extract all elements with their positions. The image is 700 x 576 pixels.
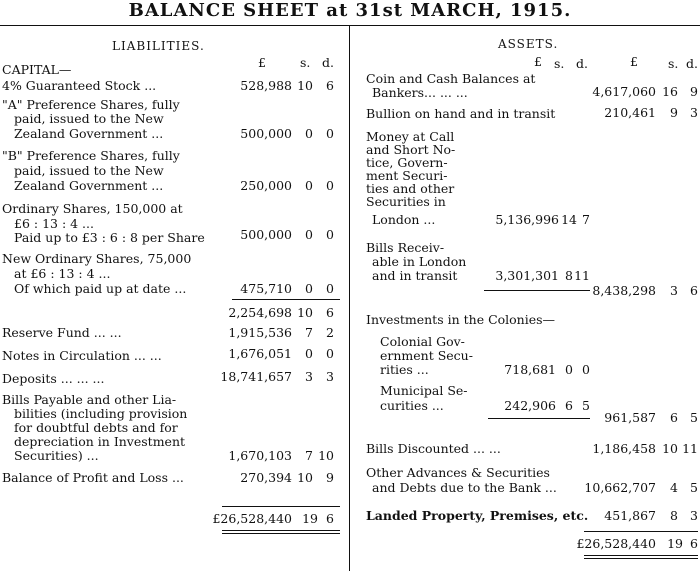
bullion-s: 9 [670, 105, 678, 120]
new-ordinary-d: 0 [326, 281, 334, 296]
profit-loss-s: 10 [297, 470, 313, 485]
investments-heading: Investments in the Colonies— [366, 312, 556, 327]
col-shillings-header: s. [300, 55, 311, 70]
reserve-fund-amount: 1,915,536 [228, 325, 292, 340]
bills-receivable-s: 8 [565, 268, 573, 283]
colonial-d: 0 [582, 362, 590, 377]
guaranteed-stock-d: 6 [326, 78, 334, 93]
landed-property-amount: 451,867 [604, 508, 656, 523]
liabilities-total-double-rule-2 [222, 533, 340, 534]
liabilities-total-rule [222, 506, 340, 507]
top-rule [0, 25, 700, 26]
assets-col-s-right: s. [668, 56, 679, 71]
money-call-line-3: tice, Govern- [366, 155, 448, 170]
notes-circulation-s: 0 [305, 346, 313, 361]
capital-total-s: 10 [297, 305, 313, 320]
assets-total-amount: £26,528,440 [576, 536, 656, 551]
b-preference-label-1: "B" Preference Shares, fully [2, 148, 180, 163]
assets-col-pound-right: £ [630, 54, 638, 69]
notes-circulation-d: 0 [326, 346, 334, 361]
bullion-d: 3 [690, 105, 698, 120]
other-advances-s: 4 [670, 480, 678, 495]
new-ordinary-label-2: at £6 : 13 : 4 ... [14, 266, 111, 281]
municipal-line-2: curities ... [380, 398, 444, 413]
assets-total-d: 6 [690, 536, 698, 551]
bills-discounted-s: 10 [662, 441, 678, 456]
colonies-total-amount: 961,587 [604, 410, 656, 425]
notes-circulation-label: Notes in Circulation ... ... [2, 348, 162, 363]
profit-loss-label: Balance of Profit and Loss ... [2, 470, 184, 485]
coin-cash-label-2: Bankers... ... ... [372, 85, 468, 100]
bills-payable-label-3: for doubtful debts and for [14, 420, 178, 435]
london-total-s: 3 [670, 283, 678, 298]
money-call-line-4: ment Securi- [366, 168, 448, 183]
bullion-label: Bullion on hand and in transit [366, 106, 556, 121]
b-preference-d: 0 [326, 178, 334, 193]
new-ordinary-s: 0 [305, 281, 313, 296]
profit-loss-amount: 270,394 [240, 470, 292, 485]
reserve-fund-d: 2 [326, 325, 334, 340]
assets-total-s: 19 [667, 536, 683, 551]
money-call-line-7: London ... [372, 212, 436, 227]
other-advances-label-1: Other Advances & Securities [366, 465, 550, 480]
liabilities-total-d: 6 [326, 511, 334, 526]
landed-property-s: 8 [670, 508, 678, 523]
capital-subtotal-rule [232, 299, 340, 300]
bills-payable-label-4: depreciation in Investment [14, 434, 186, 449]
money-call-line-5: ties and other [366, 181, 455, 196]
bills-payable-label-5: Securities) ... [14, 448, 99, 463]
capital-heading: CAPITAL— [2, 62, 72, 77]
ordinary-shares-amount: 500,000 [240, 227, 292, 242]
reserve-fund-s: 7 [305, 325, 313, 340]
colonial-s: 0 [565, 362, 573, 377]
assets-total-double-rule-2 [584, 558, 698, 559]
bills-receivable-line-1: Bills Receiv- [366, 240, 445, 255]
municipal-d: 5 [582, 398, 590, 413]
deposits-d: 3 [326, 369, 334, 384]
assets-col-pound-left: £ [534, 54, 542, 69]
page-title: BALANCE SHEET at 31st MARCH, 1915. [128, 0, 572, 21]
b-preference-label-2: paid, issued to the New [14, 163, 164, 178]
ordinary-shares-s: 0 [305, 227, 313, 242]
bullion-amount: 210,461 [604, 105, 656, 120]
colonies-total-d: 5 [690, 410, 698, 425]
guaranteed-stock-label: 4% Guaranteed Stock ... [2, 78, 157, 93]
london-subtotal-rule [484, 290, 590, 291]
ordinary-shares-label-3: Paid up to £3 : 6 : 8 per Share [14, 230, 205, 245]
liabilities-heading: LIABILITIES. [112, 39, 205, 53]
a-preference-label-1: "A" Preference Shares, fully [2, 97, 180, 112]
money-call-line-2: and Short No- [366, 142, 456, 157]
ordinary-shares-label-2: £6 : 13 : 4 ... [14, 216, 94, 231]
bills-payable-s: 7 [305, 448, 313, 463]
municipal-amount: 242,906 [504, 398, 556, 413]
bills-discounted-amount: 1,186,458 [592, 441, 656, 456]
bills-receivable-line-2: able in London [372, 254, 467, 269]
col-pound-header: £ [258, 55, 266, 70]
money-call-d: 7 [582, 212, 590, 227]
liabilities-total-s: 19 [302, 511, 318, 526]
b-preference-label-3: Zealand Government ... [14, 178, 164, 193]
bills-payable-label-1: Bills Payable and other Lia- [2, 392, 177, 407]
money-call-line-6: Securities in [366, 194, 446, 209]
coin-cash-s: 16 [662, 84, 678, 99]
municipal-s: 6 [565, 398, 573, 413]
colonies-total-s: 6 [670, 410, 678, 425]
capital-total-d: 6 [326, 305, 334, 320]
assets-total-double-rule-1 [584, 555, 698, 556]
colonies-subtotal-rule [488, 418, 590, 419]
coin-cash-d: 9 [690, 84, 698, 99]
profit-loss-d: 9 [326, 470, 334, 485]
a-preference-d: 0 [326, 126, 334, 141]
notes-circulation-amount: 1,676,051 [228, 346, 292, 361]
coin-cash-label-1: Coin and Cash Balances at [366, 71, 536, 86]
london-total-amount: 8,438,298 [592, 283, 656, 298]
colonial-amount: 718,681 [504, 362, 556, 377]
guaranteed-stock-s: 10 [297, 78, 313, 93]
liabilities-total-amount: £26,528,440 [212, 511, 292, 526]
guaranteed-stock-amount: 528,988 [240, 78, 292, 93]
colonial-line-1: Colonial Gov- [380, 334, 465, 349]
london-total-d: 6 [690, 283, 698, 298]
a-preference-s: 0 [305, 126, 313, 141]
ordinary-shares-d: 0 [326, 227, 334, 242]
money-call-s: 14 [561, 212, 577, 227]
other-advances-d: 5 [690, 480, 698, 495]
a-preference-label-3: Zealand Government ... [14, 126, 164, 141]
b-preference-amount: 250,000 [240, 178, 292, 193]
new-ordinary-label-1: New Ordinary Shares, 75,000 [2, 251, 192, 266]
assets-col-d-right: d. [686, 56, 698, 71]
ordinary-shares-label-1: Ordinary Shares, 150,000 at [2, 201, 183, 216]
bills-receivable-line-3: and in transit [372, 268, 458, 283]
center-divider [349, 26, 350, 571]
bills-payable-label-2: bilities (including provision [14, 406, 188, 421]
deposits-label: Deposits ... ... ... [2, 371, 105, 386]
bills-discounted-label: Bills Discounted ... ... [366, 441, 501, 456]
bills-payable-d: 10 [318, 448, 334, 463]
new-ordinary-label-3: Of which paid up at date ... [14, 281, 187, 296]
other-advances-label-2: and Debts due to the Bank ... [372, 480, 557, 495]
bills-payable-amount: 1,670,103 [228, 448, 292, 463]
bills-receivable-d: 11 [574, 268, 590, 283]
assets-total-rule [584, 531, 698, 532]
assets-col-s-left: s. [554, 56, 565, 71]
assets-col-d-left: d. [576, 56, 588, 71]
money-call-amount: 5,136,996 [495, 212, 559, 227]
landed-property-label: Landed Property, Premises, etc. [366, 508, 589, 523]
landed-property-d: 3 [690, 508, 698, 523]
money-call-line-1: Money at Call [366, 129, 455, 144]
a-preference-label-2: paid, issued to the New [14, 111, 164, 126]
colonial-line-3: rities ... [380, 362, 429, 377]
reserve-fund-label: Reserve Fund ... ... [2, 325, 122, 340]
assets-heading: ASSETS. [498, 37, 559, 51]
other-advances-amount: 10,662,707 [584, 480, 656, 495]
deposits-amount: 18,741,657 [220, 369, 292, 384]
bills-discounted-d: 11 [682, 441, 698, 456]
deposits-s: 3 [305, 369, 313, 384]
bills-receivable-amount: 3,301,301 [495, 268, 559, 283]
a-preference-amount: 500,000 [240, 126, 292, 141]
capital-total-amount: 2,254,698 [228, 305, 292, 320]
colonial-line-2: ernment Secu- [380, 348, 473, 363]
new-ordinary-amount: 475,710 [240, 281, 292, 296]
coin-cash-amount: 4,617,060 [592, 84, 656, 99]
municipal-line-1: Municipal Se- [380, 383, 468, 398]
b-preference-s: 0 [305, 178, 313, 193]
liabilities-total-double-rule-1 [222, 530, 340, 531]
col-pence-header: d. [322, 55, 334, 70]
